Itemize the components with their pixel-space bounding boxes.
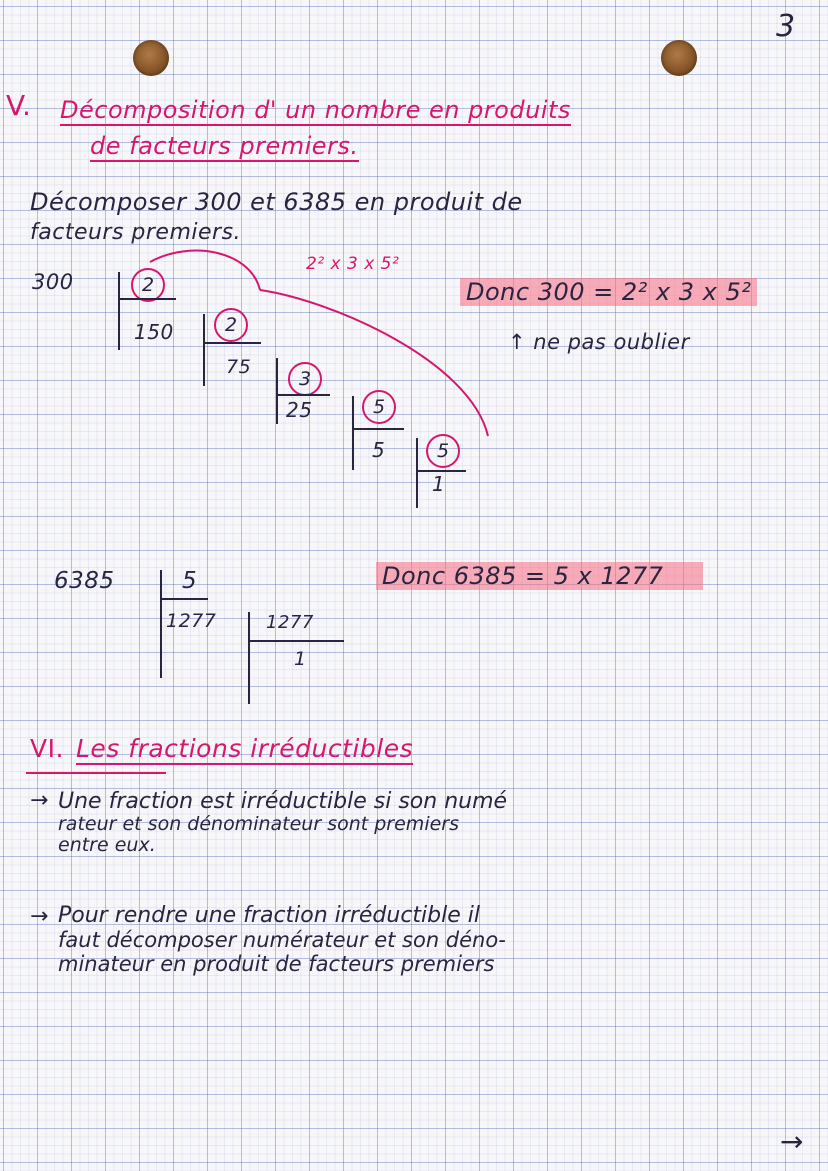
div6385-bar-1	[248, 612, 250, 704]
bullet2-line2: faut décomposer numérateur et son déno-	[58, 928, 506, 952]
section-title-line2: de facteurs premiers.	[90, 132, 359, 160]
div6385-number-1: 1277	[166, 610, 217, 632]
div300-factor-4: 5	[426, 434, 460, 468]
div6385-number-0: 6385	[54, 568, 115, 594]
next-page-arrow: →	[780, 1125, 804, 1158]
bullet2-line3: minateur en produit de facteurs premiers	[58, 952, 495, 976]
div6385-factor-0: 5	[182, 568, 198, 594]
bullet2-arrow: →	[30, 904, 49, 929]
bullet1-line2: rateur et son dénominateur sont premiers	[58, 813, 459, 835]
div6385-factor-1: 1277	[266, 612, 314, 633]
div300-factor-2: 3	[288, 362, 322, 396]
div300-number-1: 150	[134, 320, 174, 344]
div6385-number-2: 1	[294, 648, 307, 670]
grouping-note: 2² x 3 x 5²	[306, 254, 400, 274]
bullet2-text	[58, 904, 506, 976]
section6-numeral: VI.	[30, 734, 64, 763]
bullet1-line1: Une fraction est irréductible si son numé	[58, 789, 508, 814]
div300-number-5: 1	[432, 472, 446, 496]
bullet2-line1: Pour rendre une fraction irréductible il	[58, 903, 480, 928]
result-300: Donc 300 = 2² x 3 x 5²	[460, 278, 757, 306]
page-number: 3	[776, 9, 796, 44]
div300-factor-1: 2	[214, 308, 248, 342]
bullet1-arrow: →	[30, 788, 49, 813]
result-6385: Donc 6385 = 5 x 1277	[376, 562, 703, 590]
div300-number-0: 300	[32, 270, 74, 294]
div300-number-4: 5	[372, 438, 386, 462]
section6-underline	[26, 772, 166, 774]
div300-factor-0: 2	[131, 268, 165, 302]
exercise-line1: Décomposer 300 et 6385 en produit de	[30, 188, 523, 216]
exercise-line2: facteurs premiers.	[30, 220, 242, 245]
div300-factor-3: 5	[362, 390, 396, 424]
div6385-rule-0	[160, 598, 208, 600]
bullet1-line3: entre eux.	[58, 834, 156, 856]
bullet1-text	[58, 790, 507, 856]
section-numeral: V.	[6, 89, 32, 122]
section6-title: Les fractions irréductibles	[76, 734, 414, 763]
div300-number-2: 75	[226, 356, 252, 378]
section-title-line1: Décomposition d' un nombre en produits	[60, 96, 571, 124]
div6385-rule-1	[248, 640, 344, 642]
div300-number-3: 25	[286, 398, 313, 422]
div6385-bar-0	[160, 570, 162, 678]
reminder-note: ↑ ne pas oublier	[508, 330, 690, 354]
